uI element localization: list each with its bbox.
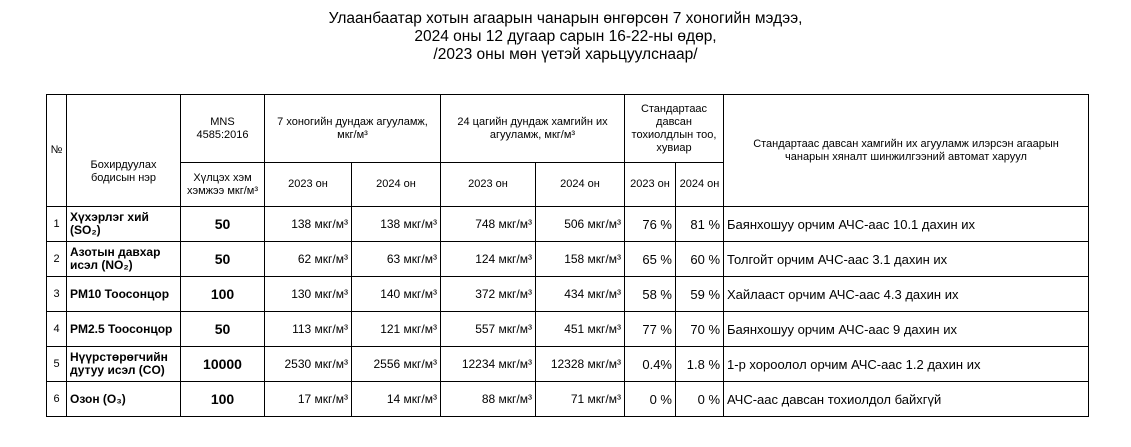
- row-exceed-2023: 58 %: [625, 277, 676, 312]
- header-max-2023: 2023 он: [441, 163, 536, 207]
- title-line-2: 2024 оны 12 дугаар сарын 16-22-ны өдөр,: [414, 28, 717, 45]
- row-exceed-2024: 81 %: [676, 207, 724, 242]
- row-avg-2023: 130 мкг/м³: [265, 277, 352, 312]
- row-max-2024: 158 мкг/м³: [536, 242, 625, 277]
- row-exceed-2023: 76 %: [625, 207, 676, 242]
- row-exceed-2024: 70 %: [676, 312, 724, 347]
- table-row: [47, 312, 1089, 347]
- header-pollutant: Бохирдуулах бодисын нэр: [67, 95, 181, 207]
- row-station: АЧС-аас давсан тохиолдол байхгүй: [724, 382, 1089, 417]
- row-exceed-2023: 65 %: [625, 242, 676, 277]
- title-line-1: Улаанбаатар хотын агаарын чанарын өнгөрсөн 7 хоногийн мэдээ,: [328, 10, 803, 27]
- table-row: [47, 207, 1089, 242]
- row-max-2023: 372 мкг/м³: [441, 277, 536, 312]
- row-station: Толгойт орчим АЧС-аас 3.1 дахин их: [724, 242, 1089, 277]
- row-exceed-2024: 59 %: [676, 277, 724, 312]
- row-station: 1-р хороолол орчим АЧС-аас 1.2 дахин их: [724, 347, 1089, 382]
- row-avg-2024: 14 мкг/м³: [352, 382, 441, 417]
- row-max-2024: 434 мкг/м³: [536, 277, 625, 312]
- row-max-2023: 88 мкг/м³: [441, 382, 536, 417]
- row-no: 5: [47, 347, 67, 382]
- header-no: №: [47, 95, 67, 207]
- row-avg-2023: 2530 мкг/м³: [265, 347, 352, 382]
- row-max-2023: 748 мкг/м³: [441, 207, 536, 242]
- row-max-2024: 451 мкг/м³: [536, 312, 625, 347]
- header-max-2024: 2024 он: [536, 163, 625, 207]
- header-exceed: Стандартаас давсан тохиолдлын тоо, хувиар: [625, 95, 724, 163]
- row-no: 2: [47, 242, 67, 277]
- row-limit: 100: [181, 277, 265, 312]
- row-station: Хайлааст орчим АЧС-аас 4.3 дахин их: [724, 277, 1089, 312]
- header-allowed: Хүлцэх хэм хэмжээ мкг/м³: [181, 163, 265, 207]
- row-avg-2023: 113 мкг/м³: [265, 312, 352, 347]
- row-no: 1: [47, 207, 67, 242]
- row-no: 4: [47, 312, 67, 347]
- table-row: [47, 382, 1089, 417]
- row-station: Баянхошуу орчим АЧС-аас 10.1 дахин их: [724, 207, 1089, 242]
- header-daily-max: 24 цагийн дундаж хамгийн их агууламж, мкг/м³: [441, 95, 625, 163]
- row-max-2024: 71 мкг/м³: [536, 382, 625, 417]
- row-exceed-2024: 1.8 %: [676, 347, 724, 382]
- table-row: [47, 277, 1089, 312]
- row-avg-2024: 2556 мкг/м³: [352, 347, 441, 382]
- row-avg-2024: 140 мкг/м³: [352, 277, 441, 312]
- row-limit: 100: [181, 382, 265, 417]
- row-max-2024: 506 мкг/м³: [536, 207, 625, 242]
- row-avg-2023: 17 мкг/м³: [265, 382, 352, 417]
- row-no: 6: [47, 382, 67, 417]
- row-pollutant: Нүүрстөрөгчийн дутуу исэл (CO): [67, 347, 181, 382]
- row-pollutant: PM10 Тоосонцор: [67, 277, 181, 312]
- report-title: [0, 10, 1131, 64]
- row-station: Баянхошуу орчим АЧС-аас 9 дахин их: [724, 312, 1089, 347]
- row-avg-2024: 121 мкг/м³: [352, 312, 441, 347]
- row-exceed-2024: 60 %: [676, 242, 724, 277]
- row-avg-2023: 62 мкг/м³: [265, 242, 352, 277]
- row-max-2024: 12328 мкг/м³: [536, 347, 625, 382]
- header-exceed-2023: 2023 он: [625, 163, 676, 207]
- row-avg-2023: 138 мкг/м³: [265, 207, 352, 242]
- header-row-1: [47, 95, 1089, 163]
- row-exceed-2024: 0 %: [676, 382, 724, 417]
- header-mns: MNS 4585:2016: [181, 95, 265, 163]
- row-pollutant: Азотын давхар исэл (NO₂): [67, 242, 181, 277]
- header-avg-2023: 2023 он: [265, 163, 352, 207]
- row-max-2023: 557 мкг/м³: [441, 312, 536, 347]
- row-exceed-2023: 0.4%: [625, 347, 676, 382]
- row-avg-2024: 63 мкг/м³: [352, 242, 441, 277]
- table-row: [47, 242, 1089, 277]
- row-pollutant: PM2.5 Тоосонцор: [67, 312, 181, 347]
- row-no: 3: [47, 277, 67, 312]
- row-limit: 50: [181, 207, 265, 242]
- header-weekly-avg: 7 хоногийн дундаж агууламж, мкг/м³: [265, 95, 441, 163]
- header-exceed-2024: 2024 он: [676, 163, 724, 207]
- row-limit: 50: [181, 242, 265, 277]
- row-max-2023: 12234 мкг/м³: [441, 347, 536, 382]
- row-avg-2024: 138 мкг/м³: [352, 207, 441, 242]
- header-station: Стандартаас давсан хамгийн их агууламж илэрсэн агаарын чанарын хяналт шинжилгээний автомат харуул: [724, 95, 1089, 207]
- row-pollutant: Озон (O₃): [67, 382, 181, 417]
- row-limit: 10000: [181, 347, 265, 382]
- air-quality-table: [46, 94, 1089, 417]
- row-exceed-2023: 0 %: [625, 382, 676, 417]
- row-limit: 50: [181, 312, 265, 347]
- row-max-2023: 124 мкг/м³: [441, 242, 536, 277]
- table-row: [47, 347, 1089, 382]
- header-avg-2024: 2024 он: [352, 163, 441, 207]
- title-line-3: /2023 оны мөн үетэй харьцуулснаар/: [433, 46, 698, 63]
- row-pollutant: Хүхэрлэг хий (SO₂): [67, 207, 181, 242]
- row-exceed-2023: 77 %: [625, 312, 676, 347]
